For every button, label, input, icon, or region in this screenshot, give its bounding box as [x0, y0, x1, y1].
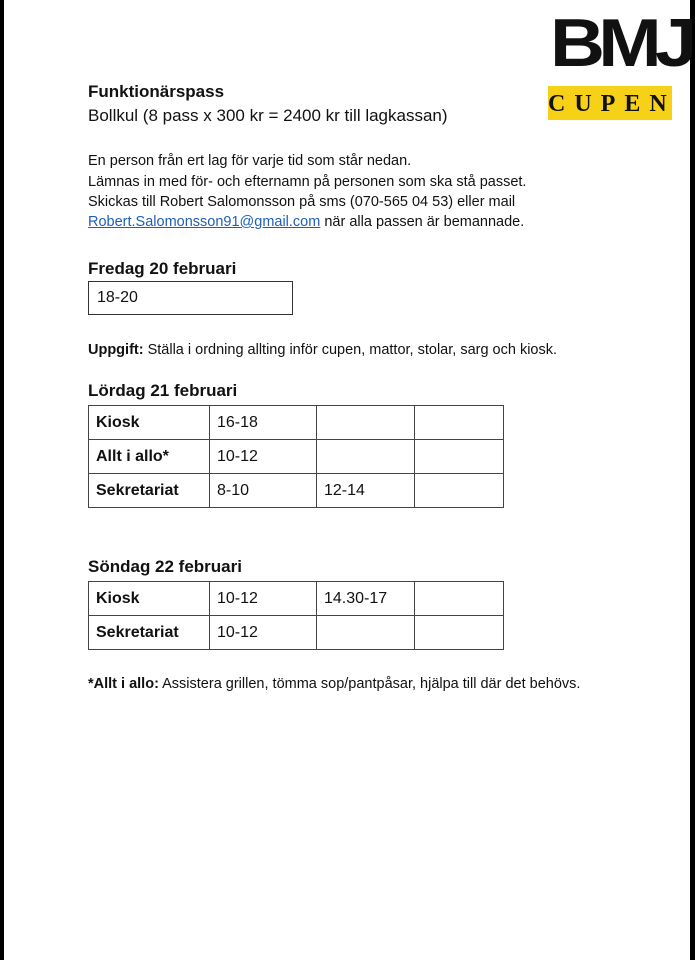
friday-task: [88, 342, 557, 358]
slot-cell: 14.30-17: [317, 582, 415, 616]
slot-cell: 10-12: [210, 440, 317, 474]
instruction-line-4-rest: när alla passen är bemannade.: [320, 214, 525, 230]
slot-cell: 12-14: [317, 474, 415, 508]
instruction-line-4: [88, 214, 524, 230]
slot-cell: [415, 474, 504, 508]
role-cell: Kiosk: [89, 582, 210, 616]
table-row: [89, 440, 504, 474]
footnote-label: *Allt i allo:: [88, 676, 159, 692]
table-row: [89, 616, 504, 650]
slot-cell: [415, 406, 504, 440]
slot-cell: 16-18: [210, 406, 317, 440]
page-title: Funktionärspass: [88, 82, 225, 101]
footnote-text: Assistera grillen, tömma sop/pantpåsar, hjälpa till där det behövs.: [158, 676, 581, 692]
task-label: Uppgift:: [88, 342, 144, 358]
table-row: [89, 406, 504, 440]
sunday-schedule-table: [88, 581, 504, 650]
role-cell: Kiosk: [89, 406, 210, 440]
slot-cell: [415, 582, 504, 616]
page-subtitle: Bollkul (8 pass x 300 kr = 2400 kr till lagkassan): [88, 106, 448, 125]
sunday-heading: Söndag 22 februari: [88, 557, 242, 576]
document-page: [4, 0, 690, 960]
table-row: [89, 474, 504, 508]
role-cell: Allt i allo*: [89, 440, 210, 474]
task-text: Ställa i ordning allting inför cupen, mattor, stolar, sarg och kiosk.: [143, 342, 558, 358]
instruction-line-3: Skickas till Robert Salomonsson på sms (070-565 04 53) eller mail: [88, 194, 516, 210]
saturday-heading: Lördag 21 februari: [88, 381, 238, 400]
logo-subtitle-text: CUPEN: [548, 91, 676, 117]
slot-cell: [317, 440, 415, 474]
slot-cell: [317, 406, 415, 440]
email-link[interactable]: Robert.Salomonsson91@gmail.com: [88, 214, 321, 230]
slot-cell: 10-12: [210, 616, 317, 650]
saturday-schedule-table: [88, 405, 504, 508]
friday-heading: Fredag 20 februari: [88, 259, 237, 278]
friday-slot-cell: [88, 281, 293, 315]
slot-cell: [415, 616, 504, 650]
instruction-line-2: Lämnas in med för- och efternamn på personen som ska stå passet.: [88, 174, 527, 190]
slot-cell: [317, 616, 415, 650]
logo-brand-text: BMJ: [550, 5, 691, 81]
bmj-cupen-logo: [544, 5, 691, 120]
table-row: [89, 582, 504, 616]
slot-cell: 10-12: [210, 582, 317, 616]
instruction-line-1: En person från ert lag för varje tid som står nedan.: [88, 153, 412, 169]
slot-cell: 8-10: [210, 474, 317, 508]
slot-cell: [415, 440, 504, 474]
footnote: [88, 676, 580, 692]
friday-slot-time: 18-20: [97, 289, 138, 306]
role-cell: Sekretariat: [89, 474, 210, 508]
logo-cupen-banner: [548, 86, 676, 120]
role-cell: Sekretariat: [89, 616, 210, 650]
